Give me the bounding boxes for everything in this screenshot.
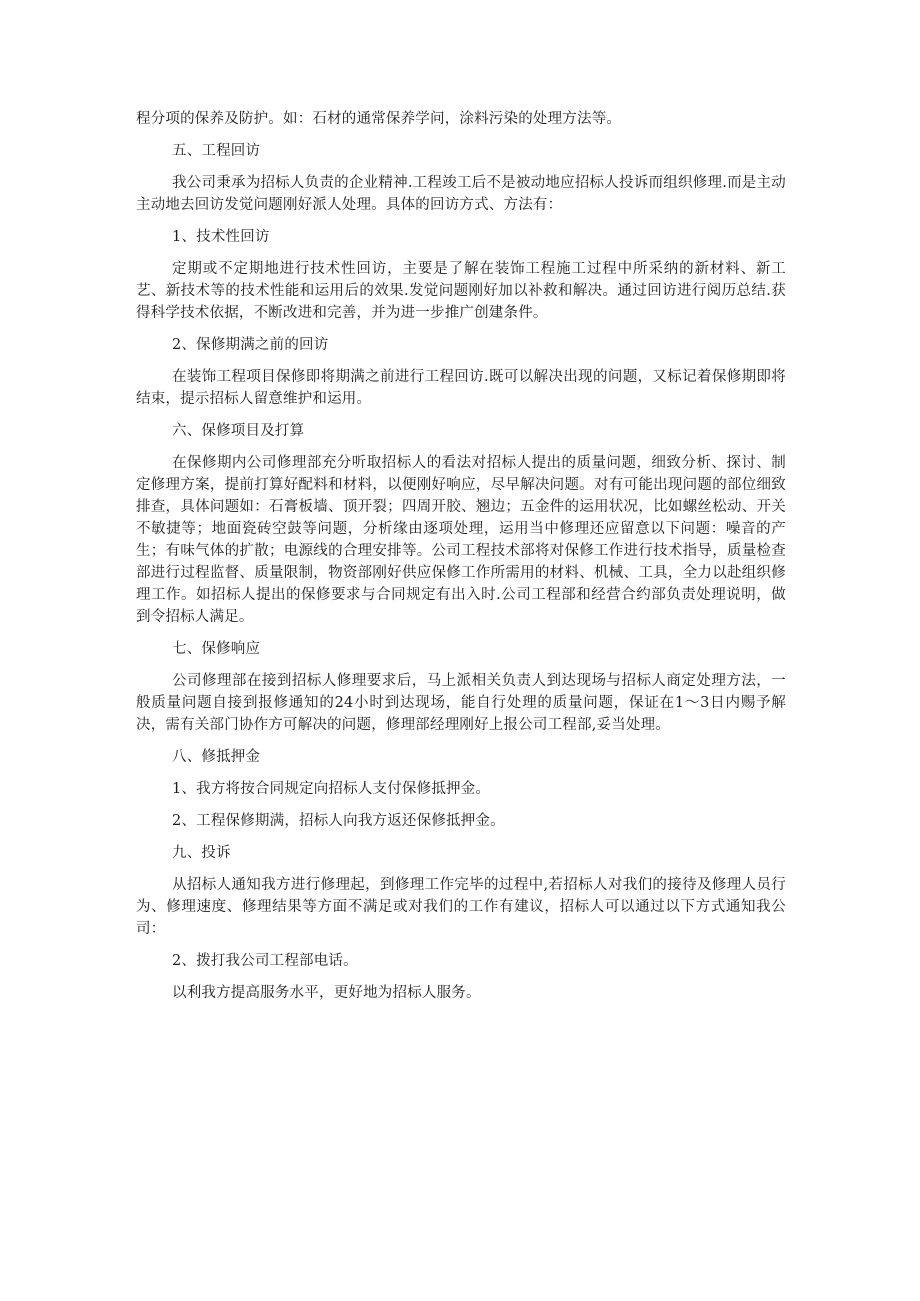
paragraph-pre-expiry-visit: 在装饰工程项目保修即将期满之前进行工程回访.既可以解决出现的问题，又标记着保修期即将结束，提示招标人留意维护和运用。 xyxy=(136,369,786,407)
list-item-deposit-pay: 1、我方将按合同规定向招标人支付保修抵押金。 xyxy=(172,781,491,797)
section-heading-complaints: 九、投诉 xyxy=(172,845,231,861)
paragraph-closing: 以利我方提高服务水平，更好地为招标人服务。 xyxy=(172,985,481,1001)
paragraph-warranty-response: 公司修理部在接到招标人修理要求后，马上派相关负责人到达现场与招标人商定处理方法，一般质量问题自接到报修通知的24小时到达现场，能自行处理的质量问题，保证在1～3日内赐予解决，需有关部门协作方可解决的问题，修理部经理刚好上报公司工程部,妥当处理。 xyxy=(136,673,786,733)
paragraph-complaints: 从招标人通知我方进行修理起，到修理工作完毕的过程中,若招标人对我们的接待及修理人员行为、修理速度、修理结果等方面不满足或对我们的工作有建议，招标人可以通过以下方式通知我公司： xyxy=(136,877,786,937)
list-item-call-department: 2、拨打我公司工程部电话。 xyxy=(172,953,358,969)
section-heading-return-visit: 五、工程回访 xyxy=(172,143,261,159)
paragraph-return-visit: 我公司秉承为招标人负责的企业精神.工程竣工后不是被动地应招标人投诉而组织修理.而是主动主动地去回访发觉问题刚好派人处理。具体的回访方式、方法有： xyxy=(136,175,786,213)
subheading-technical-visit: 1、技术性回访 xyxy=(172,229,270,245)
paragraph-technical-visit: 定期或不定期地进行技术性回访，主要是了解在装饰工程施工过程中所采纳的新材料、新工艺、新技术等的技术性能和运用后的效果.发觉问题刚好加以补救和解决。通过回访进行阅历总结.获得科学技术依据，不断改进和完善，并为进一步推广创建条件。 xyxy=(136,261,786,321)
paragraph-warranty-items: 在保修期内公司修理部充分听取招标人的看法对招标人提出的质量问题，细致分析、探讨、制定修理方案，提前打算好配料和材料，以便刚好响应，尽早解决问题。对有可能出现问题的部位细致排查，具体问题如：石膏板墙、顶开裂；四周开胶、翘边；五金件的运用状况，比如螺丝松动、开关不敏捷等；地面瓷砖空鼓等问题，分析缘由逐项处理，运用当中修理还应留意以下问题：噪音的产生；有味气体的扩散；电源线的合理安排等。公司工程技术部将对保修工作进行技术指导，质量检查部进行过程监督、质量限制，物资部刚好供应保修工作所需用的材料、机械、工具，全力以赴组织修理工作。如招标人提出的保修要求与合同规定有出入时.公司工程部和经营合约部负责处理说明，做到令招标人满足。 xyxy=(136,455,786,625)
section-heading-deposit: 八、修抵押金 xyxy=(172,749,261,765)
list-item-deposit-return: 2、工程保修期满，招标人向我方返还保修抵押金。 xyxy=(172,813,505,829)
paragraph-intro-continuation: 程分项的保养及防护。如：石材的通常保养学问，涂料污染的处理方法等。 xyxy=(136,111,622,127)
section-heading-warranty-items: 六、保修项目及打算 xyxy=(172,423,305,439)
section-heading-warranty-response: 七、保修响应 xyxy=(172,641,261,657)
document-page xyxy=(136,108,786,1004)
subheading-pre-expiry-visit: 2、保修期满之前的回访 xyxy=(172,337,329,353)
